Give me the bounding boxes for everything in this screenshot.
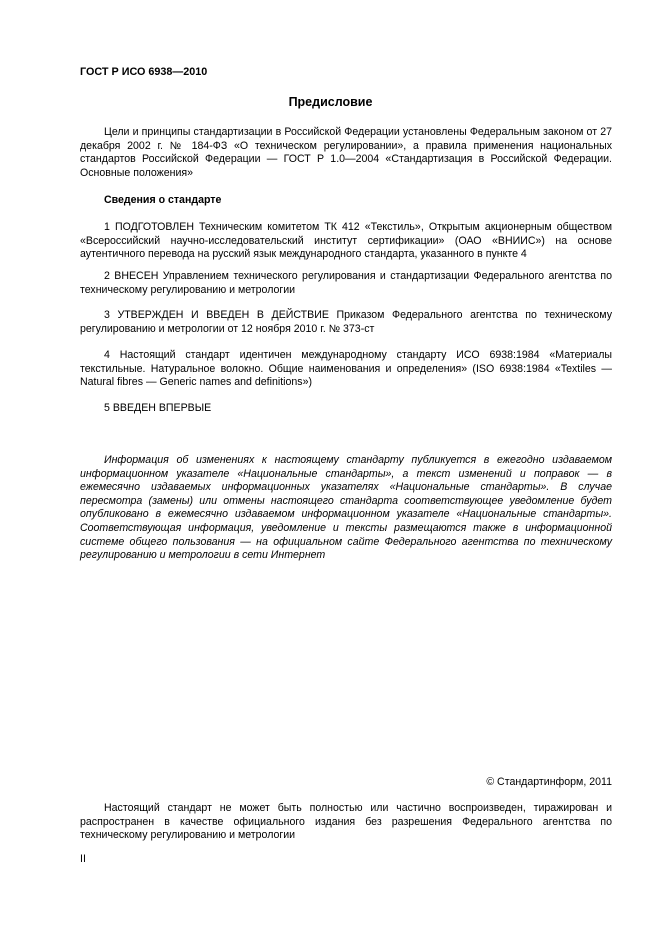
page-number: II bbox=[80, 853, 86, 865]
copyright-line: © Стандартинформ, 2011 bbox=[486, 776, 612, 788]
info-item-5: 5 ВВЕДЕН ВПЕРВЫЕ bbox=[104, 402, 212, 414]
info-item-4: 4 Настоящий стандарт идентичен международному стандарту ИСО 6938:1984 «Материалы текстильные. Натуральное волокно. Общие наименования и определения» (ISO 6938:1984 «Textiles — Natural fibres — Generic names and definitions») bbox=[80, 349, 612, 389]
rights-paragraph: Настоящий стандарт не может быть полностью или частично воспроизведен, тиражирован и распространен в качестве официального издания без разрешения Федерального агентства по техническому регулированию и метрологии bbox=[80, 802, 612, 842]
info-item-1: 1 ПОДГОТОВЛЕН Техническим комитетом ТК 412 «Текстиль», Открытым акционерным обществом «Всероссийский научно-исследовательский институт сертификации» (ОАО «ВНИИС») на основе аутентичного перевода на русский язык международного стандарта, указанного в пункте 4 bbox=[80, 221, 612, 261]
info-item-3: 3 УТВЕРЖДЕН И ВВЕДЕН В ДЕЙСТВИЕ Приказом Федерального агентства по техническому регулированию и метрологии от 12 ноября 2010 г. № 373-ст bbox=[80, 309, 612, 335]
notice-paragraph: Информация об изменениях к настоящему стандарту публикуется в ежегодно издаваемом информационном указателе «Национальные стандарты», а текст изменений и поправок — в ежемесячно издаваемых информационных указателях «Национальные стандарты». В случае пересмотра (замены) или отмены настоящего стандарта соответствующее уведомление будет опубликовано в ежемесячно издаваемом информационном указателе «Национальные стандарты». Соответствующая информация, уведомление и тексты размещаются также в информационной системе общего пользования — на официальном сайте Федерального агентства по техническому регулированию и метрологии в сети Интернет bbox=[80, 454, 612, 562]
page-title: Предисловие bbox=[288, 95, 373, 109]
info-item-2: 2 ВНЕСЕН Управлением технического регулирования и стандартизации Федерального агентства по техническому регулированию и метрологии bbox=[80, 270, 612, 296]
intro-paragraph: Цели и принципы стандартизации в Российской Федерации установлены Федеральным законом от 27 декабря 2002 г. № 184-ФЗ «О техническом регулировании», а правила применения национальных стандартов Российской Федерации — ГОСТ Р 1.0—2004 «Стандартизация в Российской Федерации. Основные положения» bbox=[80, 126, 612, 179]
info-heading: Сведения о стандарте bbox=[104, 194, 222, 206]
document-header: ГОСТ Р ИСО 6938—2010 bbox=[80, 66, 208, 78]
